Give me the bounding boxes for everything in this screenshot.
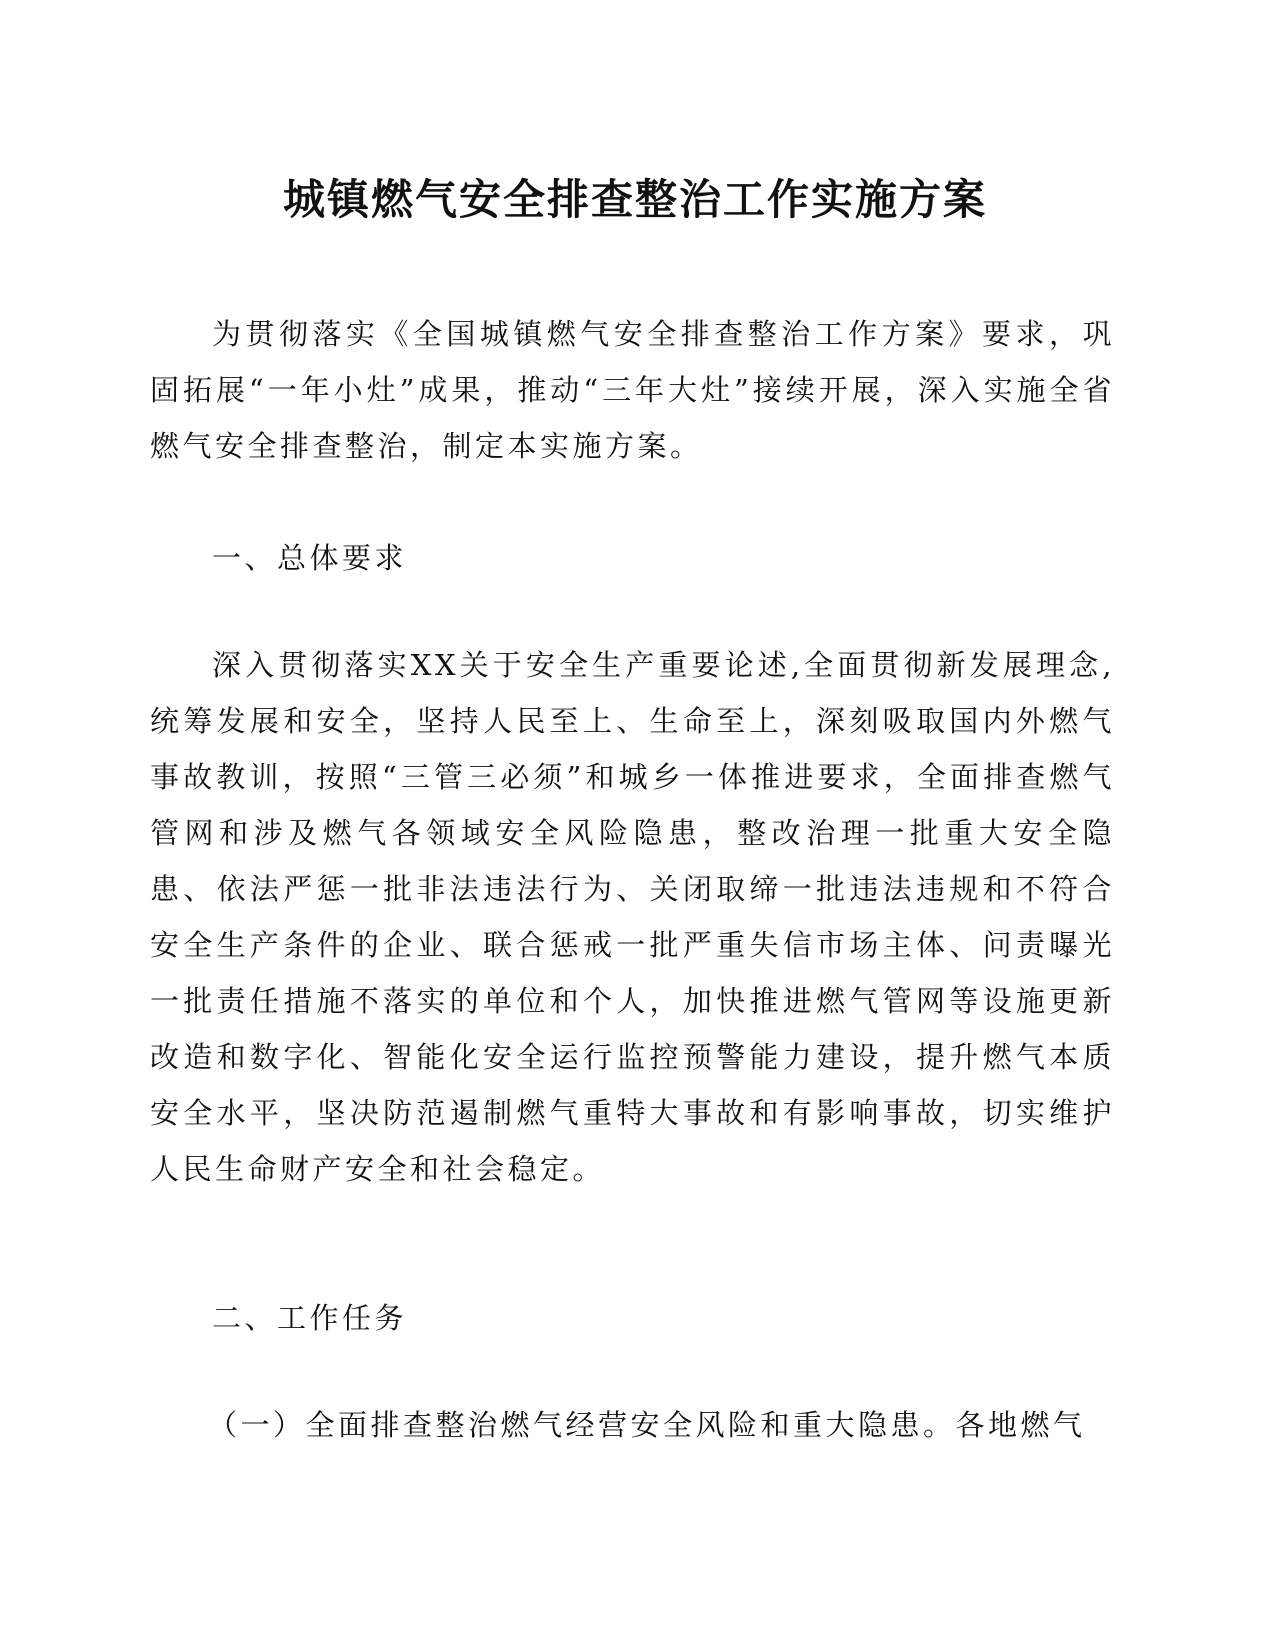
work-task-1-paragraph: （一）全面排查整治燃气经营安全风险和重大隐患。各地燃气 — [208, 1408, 1086, 1442]
section-heading-work-tasks: 二、工作任务 — [212, 1301, 408, 1335]
general-requirements-paragraph: 深入贯彻落实XX关于安全生产重要论述,全面贯彻新发展理念,统筹发展和安全，坚持人民至上、生命至上，深刻吸取国内外燃气事故教训，按照“三管三必须”和城乡一体推进要求，全面排查燃气管网和涉及燃气各领域安全风险隐患，整改治理一批重大安全隐患、依法严惩一批非法违法行为、关闭取缔一批违法违规和不符合安全生产条件的企业、联合惩戒一批严重失信市场主体、问责曝光一批责任措施不落实的单位和个人，加快推进燃气管网等设施更新改造和数字化、智能化安全运行监控预警能力建设，提升燃气本质安全水平，坚决防范遏制燃气重特大事故和有影响事故，切实维护人民生命财产安全和社会稳定。 — [150, 648, 1115, 1186]
document-title: 城镇燃气安全排查整治工作实施方案 — [282, 175, 987, 224]
intro-paragraph: 为贯彻落实《全国城镇燃气安全排查整治工作方案》要求，巩固拓展“一年小灶”成果，推动“三年大灶”接续开展，深入实施全省燃气安全排查整治，制定本实施方案。 — [150, 317, 1115, 463]
section-heading-general-requirements: 一、总体要求 — [212, 541, 408, 575]
